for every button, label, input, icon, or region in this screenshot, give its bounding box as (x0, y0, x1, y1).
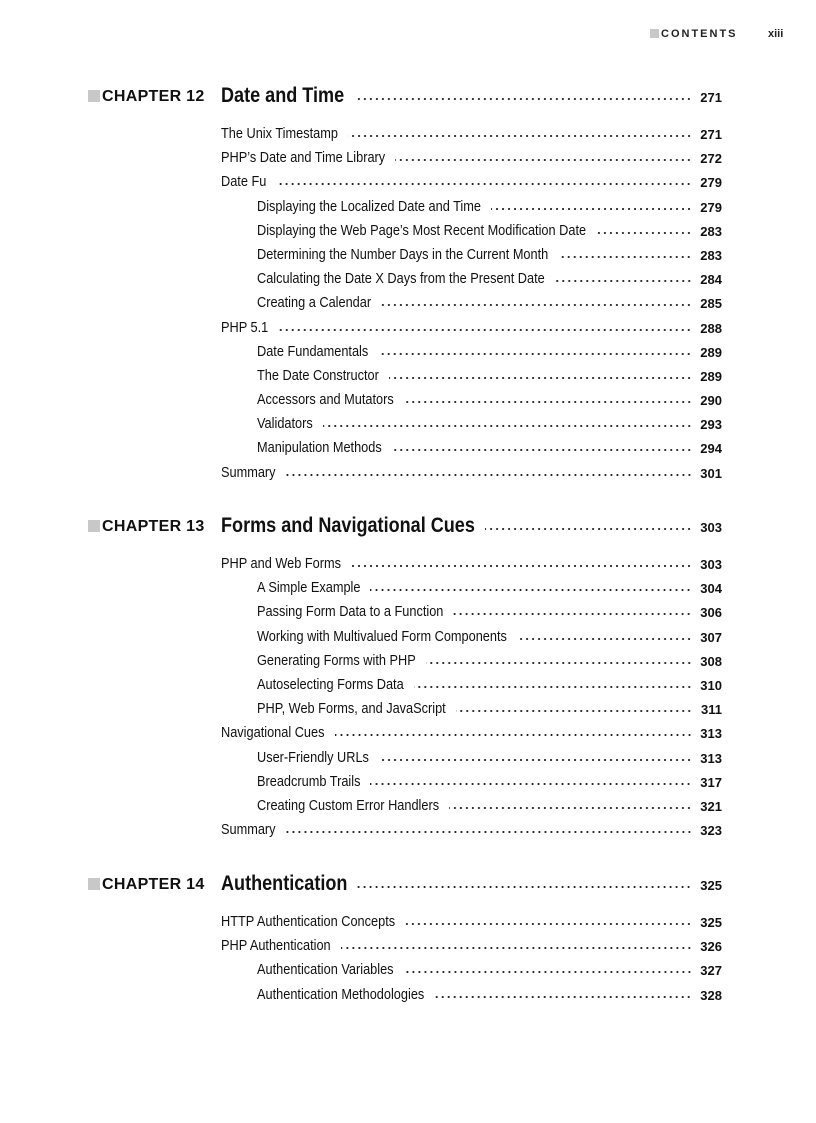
entry-page-number: 307 (700, 629, 722, 645)
entry-title: Manipulation Methods (257, 439, 382, 457)
dot-leader (379, 759, 692, 761)
chapter-label (88, 518, 205, 536)
dot-leader (395, 159, 692, 161)
dot-leader (378, 353, 692, 355)
toc-subentry (0, 984, 816, 1008)
entry-page-number: 279 (700, 175, 722, 191)
entry-page-number: 272 (700, 151, 722, 167)
dot-leader (414, 686, 692, 688)
running-head-page-number: xiii (768, 28, 784, 40)
chapter-label (88, 88, 205, 106)
chapter-heading (0, 872, 816, 898)
entry-page-number: 306 (700, 605, 722, 621)
running-head-section-text: CONTENTS (661, 28, 738, 40)
chapter-14 (0, 872, 816, 1008)
toc-entry (0, 462, 816, 486)
toc-subentry (0, 747, 816, 771)
toc-subentry (0, 244, 816, 268)
entry-title: Displaying the Localized Date and Time (257, 197, 481, 215)
entry-page-number: 313 (700, 726, 722, 742)
gray-square-icon (88, 520, 100, 532)
entry-page-number: 304 (700, 581, 722, 597)
toc-subentry (0, 577, 816, 601)
dot-leader (558, 256, 692, 258)
entry-title: Creating a Calendar (257, 294, 372, 312)
entry-page-number: 327 (700, 963, 722, 979)
dot-leader (278, 329, 692, 331)
entry-title: PHP’s Date and Time Library (221, 149, 386, 167)
toc-entry-list (0, 123, 816, 486)
entry-title: Working with Multivalued Form Components (257, 627, 507, 645)
toc-entry (0, 935, 816, 959)
entry-title: Displaying the Web Page’s Most Recent Modification Date (257, 221, 587, 239)
dot-leader (426, 662, 692, 664)
entry-page-number: 326 (700, 939, 722, 955)
entry-title: Determining the Number Days in the Current Month (257, 245, 549, 263)
entry-page-number: 308 (700, 653, 722, 669)
entry-title: Generating Forms with PHP (257, 651, 416, 669)
entry-page-number: 279 (700, 199, 722, 215)
toc-subentry (0, 795, 816, 819)
entry-title: Date Fu (221, 173, 267, 191)
dot-leader (341, 947, 692, 949)
entry-title: PHP, Web Forms, and JavaScript (257, 700, 446, 718)
entry-page-number: 311 (701, 702, 722, 718)
entry-page-number: 301 (700, 465, 722, 481)
entry-page-number: 303 (700, 557, 722, 572)
dot-leader (456, 710, 692, 712)
dot-leader (323, 425, 692, 427)
toc-subentry (0, 196, 816, 220)
entry-title: Summary (221, 821, 276, 839)
toc-subentry (0, 341, 816, 365)
dot-leader (392, 449, 692, 451)
toc-subentry (0, 650, 816, 674)
entry-title: The Date Constructor (257, 366, 379, 384)
entry-page-number: 285 (700, 296, 722, 312)
gray-square-icon (650, 29, 659, 38)
entry-page-number: 313 (700, 750, 722, 766)
chapter-title: Date and Time (221, 84, 345, 107)
dot-leader (348, 135, 692, 137)
dot-leader (357, 886, 692, 888)
dot-leader (405, 923, 692, 925)
dot-leader (404, 401, 692, 403)
dot-leader (370, 783, 692, 785)
entry-page-number: 317 (700, 774, 722, 790)
entry-page-number: 271 (700, 127, 722, 142)
entry-page-number: 293 (700, 417, 722, 433)
toc-subentry (0, 601, 816, 625)
entry-page-number: 325 (700, 915, 722, 930)
entry-page-number: 328 (700, 987, 722, 1003)
entry-page-number: 310 (700, 677, 722, 693)
toc-subentry (0, 292, 816, 316)
dot-leader (286, 831, 692, 833)
entry-title: PHP 5.1 (221, 318, 269, 336)
dot-leader (276, 183, 692, 185)
toc-entry (0, 553, 816, 577)
entry-title: Navigational Cues (221, 724, 325, 742)
entry-title: Authentication Variables (257, 961, 394, 979)
toc-subentry (0, 674, 816, 698)
entry-page-number: 323 (700, 823, 722, 839)
dot-leader (389, 377, 692, 379)
entry-page-number: 290 (700, 393, 722, 409)
entry-title: PHP Authentication (221, 937, 331, 955)
chapter-heading (0, 514, 816, 540)
dot-leader (434, 996, 692, 998)
toc-entry (0, 819, 816, 843)
toc-subentry (0, 959, 816, 983)
toc-subentry (0, 771, 816, 795)
toc-entry (0, 123, 816, 147)
entry-page-number: 283 (700, 223, 722, 239)
dot-leader (286, 474, 692, 476)
entry-page-number: 283 (700, 247, 722, 263)
chapter-label-text: CHAPTER 13 (102, 518, 205, 535)
running-head (0, 28, 816, 44)
entry-title: Calculating the Date X Days from the Present Date (257, 270, 545, 288)
entry-page-number: 284 (700, 272, 722, 288)
dot-leader (335, 734, 693, 736)
toc-entry (0, 722, 816, 746)
toc-subentry (0, 365, 816, 389)
dot-leader (370, 589, 692, 591)
chapter-page-number: 325 (700, 878, 722, 893)
dot-leader (485, 528, 692, 530)
toc-subentry (0, 698, 816, 722)
entry-title: Validators (257, 415, 313, 433)
entry-title: Passing Form Data to a Function (257, 603, 444, 621)
entry-title: Summary (221, 463, 276, 481)
entry-page-number: 321 (700, 798, 722, 814)
entry-title: Date Fundamentals (257, 342, 369, 360)
entry-title: User-Friendly URLs (257, 748, 369, 766)
toc-subentry (0, 413, 816, 437)
entry-title: PHP and Web Forms (221, 555, 341, 572)
entry-page-number: 294 (700, 441, 722, 457)
chapter-page-number: 271 (700, 90, 722, 105)
toc-entry (0, 171, 816, 195)
dot-leader (381, 304, 692, 306)
dot-leader (517, 638, 692, 640)
entry-page-number: 288 (700, 320, 722, 336)
toc-entry-list (0, 911, 816, 1008)
chapter-heading (0, 84, 816, 110)
entry-page-number: 289 (700, 344, 722, 360)
entry-title: Breadcrumb Trails (257, 772, 361, 790)
dot-leader (453, 613, 692, 615)
toc-entry (0, 911, 816, 935)
entry-title: Accessors and Mutators (257, 391, 394, 409)
toc-subentry (0, 268, 816, 292)
dot-leader (491, 208, 692, 210)
entry-title: Creating Custom Error Handlers (257, 796, 440, 814)
dot-leader (351, 565, 692, 567)
chapter-13 (0, 514, 816, 843)
chapter-label-text: CHAPTER 12 (102, 88, 205, 105)
chapter-label-text: CHAPTER 14 (102, 876, 205, 893)
chapter-label (88, 876, 205, 894)
toc-subentry (0, 437, 816, 461)
dot-leader (354, 98, 692, 100)
dot-leader (404, 971, 692, 973)
toc-subentry (0, 220, 816, 244)
running-head-section (650, 28, 738, 40)
chapter-12 (0, 84, 816, 486)
entry-title: Autoselecting Forms Data (257, 675, 404, 693)
toc-entry (0, 317, 816, 341)
entry-title: Authentication Methodologies (257, 985, 425, 1003)
chapter-title: Forms and Navigational Cues (221, 514, 475, 537)
dot-leader (555, 280, 692, 282)
chapter-page-number: 303 (700, 520, 722, 535)
entry-title: HTTP Authentication Concepts (221, 913, 396, 930)
gray-square-icon (88, 90, 100, 102)
entry-title: A Simple Example (257, 579, 361, 597)
chapter-title: Authentication (221, 872, 348, 895)
dot-leader (596, 232, 692, 234)
toc-subentry (0, 389, 816, 413)
entry-page-number: 289 (700, 368, 722, 384)
gray-square-icon (88, 878, 100, 890)
dot-leader (449, 807, 692, 809)
toc-entry (0, 147, 816, 171)
toc-subentry (0, 626, 816, 650)
entry-title: The Unix Timestamp (221, 125, 338, 142)
toc-entry-list (0, 553, 816, 843)
